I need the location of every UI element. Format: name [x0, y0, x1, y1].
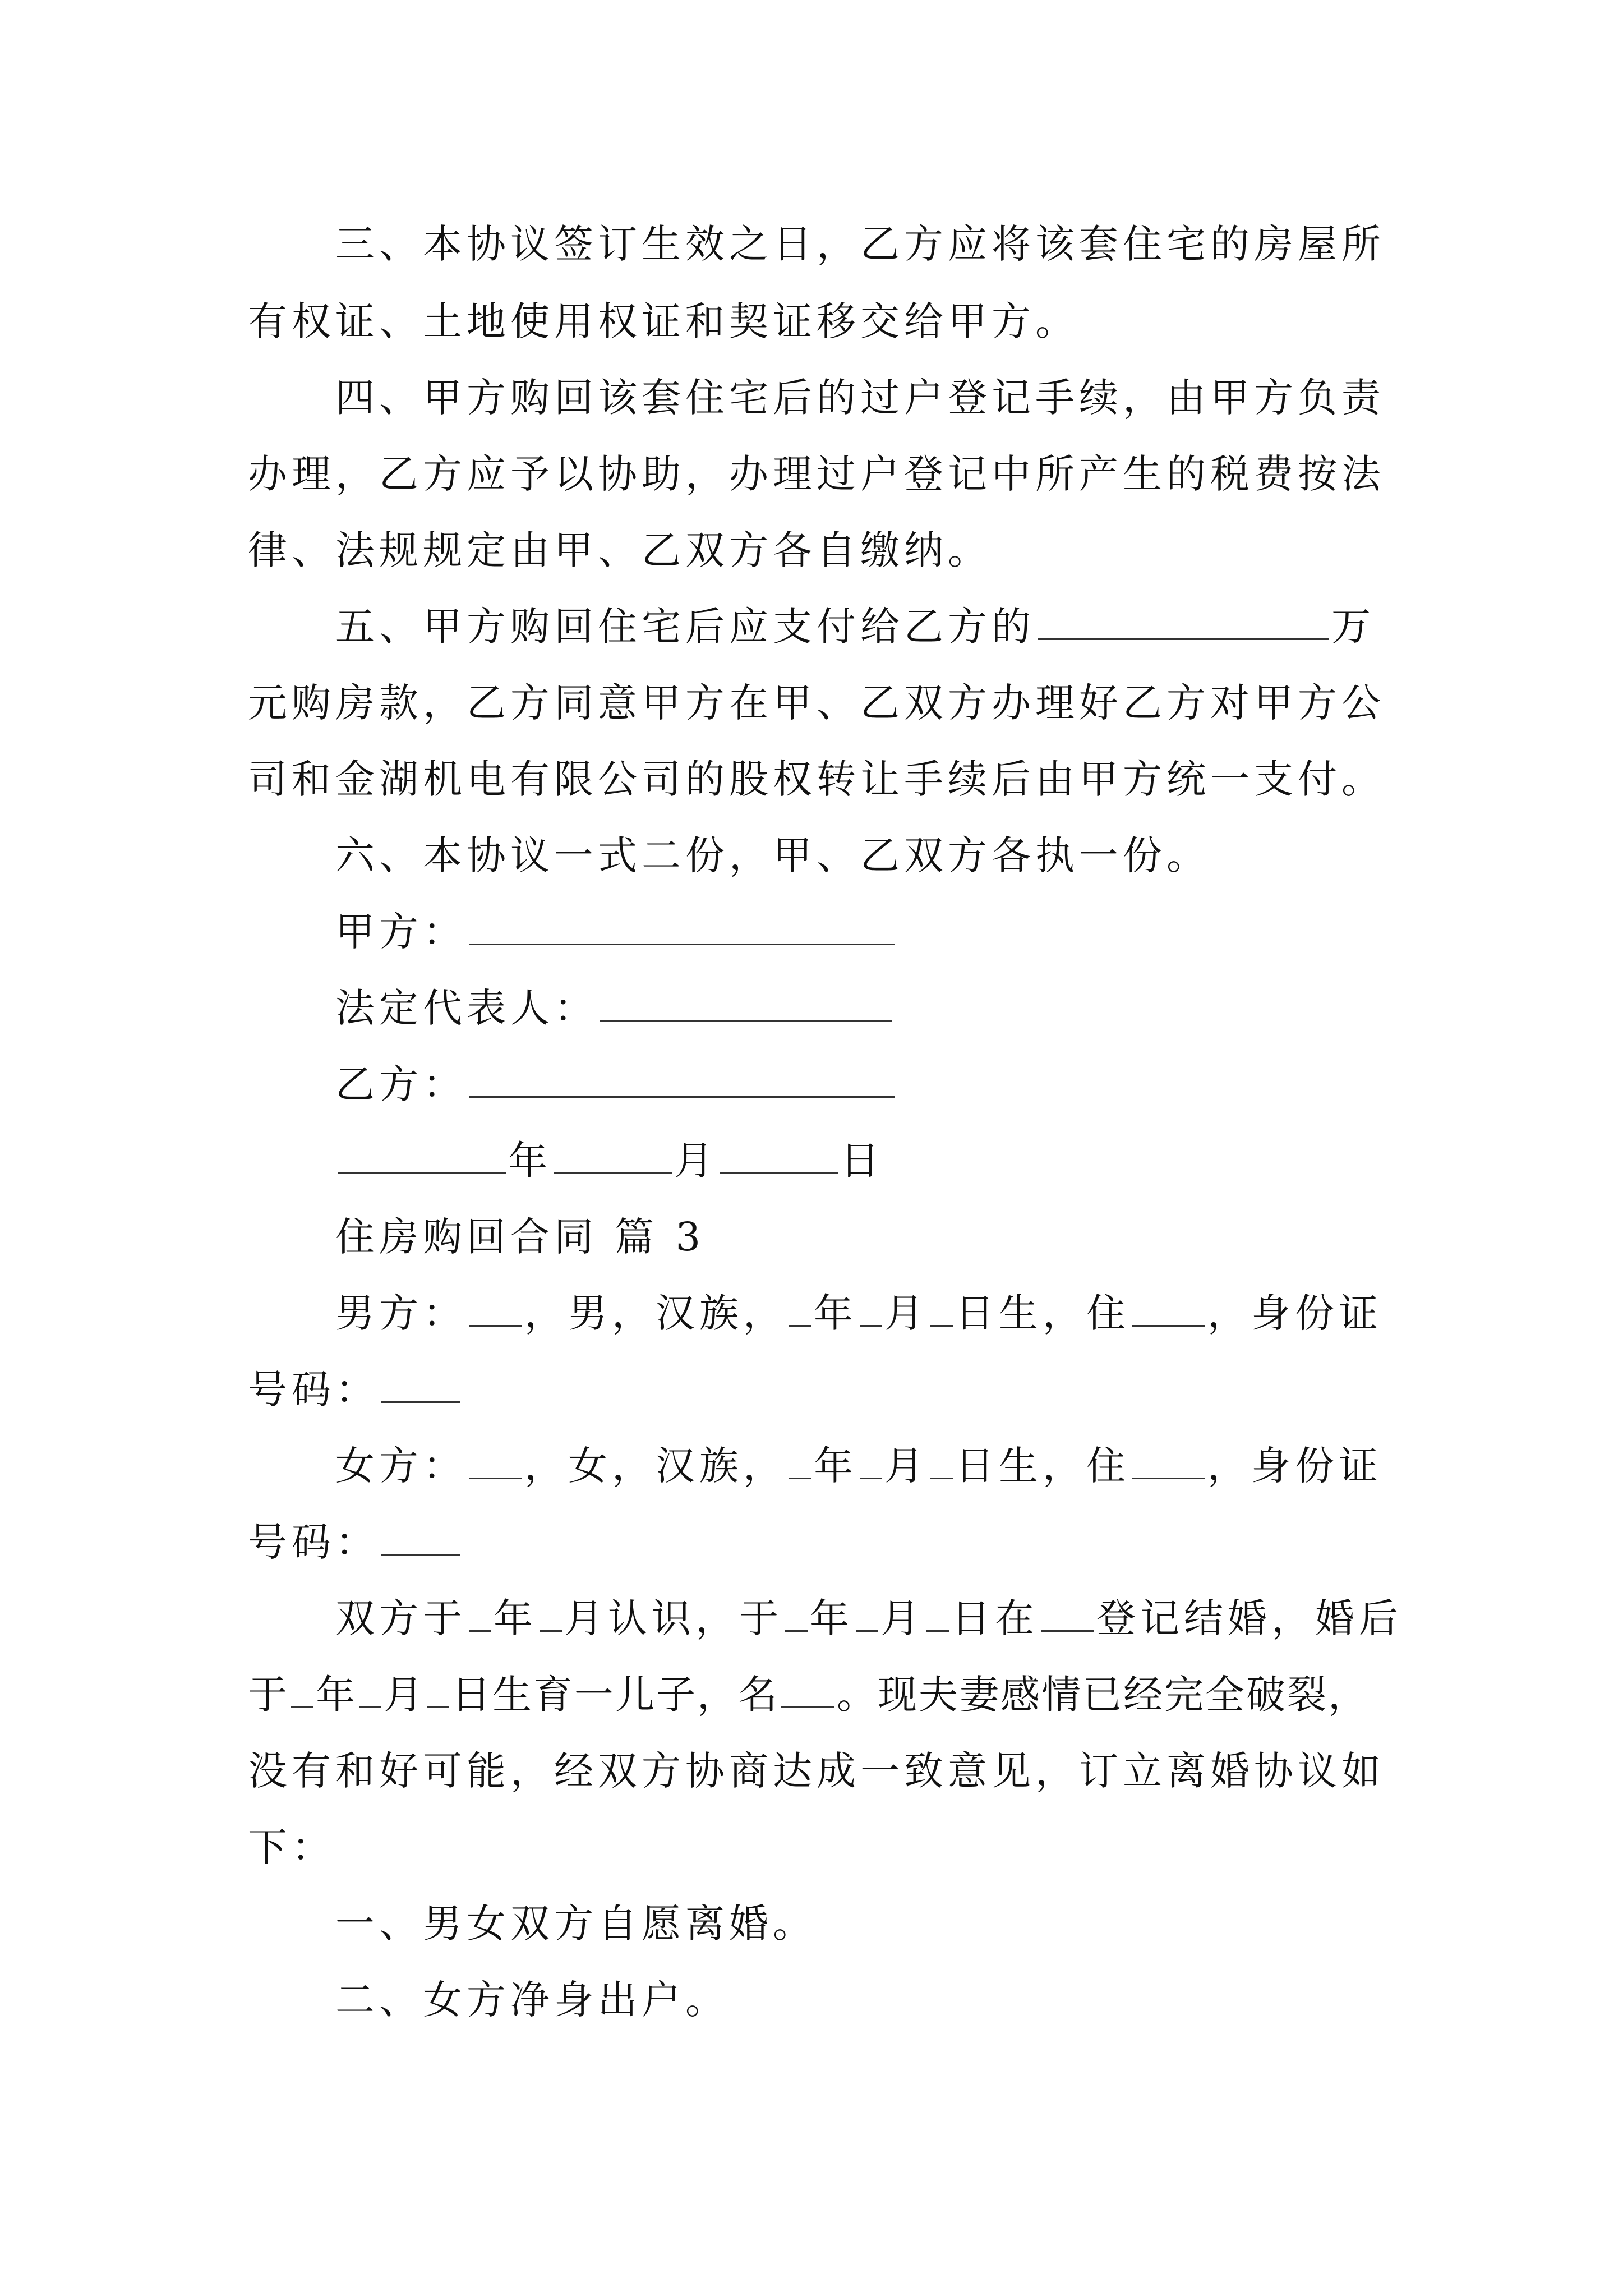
marriage-line-3: 没有和好可能，经双方协商达成一致意见，订立离婚协议如: [248, 1748, 1385, 1794]
woman-month-blank[interactable]: [860, 1444, 882, 1479]
woman-address-blank[interactable]: [1132, 1444, 1205, 1479]
man-line-1: [335, 1288, 1382, 1338]
man-address-blank[interactable]: [1132, 1291, 1205, 1327]
marriage-text-2b: 年: [316, 1672, 357, 1718]
man-line-2: [248, 1364, 462, 1415]
legal-rep-blank[interactable]: [600, 986, 892, 1022]
marriage-text-d: 年: [810, 1595, 854, 1641]
clause-5-line-2: 元购房款，乙方同意甲方在甲、乙双方办理好乙方对甲方公: [248, 680, 1385, 726]
marriage-text-a: 双方于: [335, 1595, 467, 1641]
man-text-1: ，男，汉族，: [524, 1290, 787, 1336]
marriage-text-c: 月认识，于: [564, 1595, 783, 1641]
man-year-blank[interactable]: [789, 1291, 811, 1327]
marriage-line-4: 下：: [248, 1824, 335, 1870]
clause-6: 六、本协议一式二份，甲、乙双方各执一份。: [335, 832, 1210, 878]
woman-id-label: 号码：: [248, 1519, 379, 1565]
man-id-blank[interactable]: [381, 1368, 460, 1403]
woman-id-blank[interactable]: [381, 1520, 460, 1556]
legal-rep-signature-line: [335, 983, 894, 1033]
item-2: 二、女方净身出户。: [335, 1977, 729, 2023]
clause-4-line-1: 四、甲方购回该套住宅后的过户登记手续，由甲方负责: [335, 375, 1385, 421]
woman-day-blank[interactable]: [930, 1444, 953, 1479]
month-blank[interactable]: [554, 1139, 672, 1174]
clause-3-line-1: 三、本协议签订生效之日，乙方应将该套住宅的房屋所: [335, 221, 1385, 267]
clause-5-line-3: 司和金湖机电有限公司的股权转让手续后由甲方统一支付。: [248, 756, 1385, 802]
marriage-line-1: [335, 1593, 1403, 1644]
marriage-text-b: 年: [494, 1595, 537, 1641]
wed-year-blank[interactable]: [785, 1596, 808, 1632]
wed-month-blank[interactable]: [856, 1596, 878, 1632]
clause-5-text-start: 五、甲方购回住宅后应支付给乙方的: [335, 604, 1035, 650]
clause-4-line-3: 律、法规规定由甲、乙双方各自缴纳。: [248, 527, 992, 573]
date-line: [335, 1135, 884, 1186]
day-blank[interactable]: [720, 1139, 838, 1174]
woman-text-1: ，女，汉族，: [524, 1443, 787, 1489]
birth-year-blank[interactable]: [291, 1673, 313, 1708]
woman-text-5: ，身份证: [1207, 1443, 1382, 1489]
clause-5-text-end: 万: [1331, 604, 1375, 650]
man-month-blank[interactable]: [860, 1291, 882, 1327]
woman-name-blank[interactable]: [469, 1444, 522, 1479]
son-name-blank[interactable]: [781, 1673, 834, 1708]
birth-day-blank[interactable]: [427, 1673, 449, 1708]
amount-blank[interactable]: [1038, 605, 1329, 640]
woman-label: 女方：: [335, 1443, 467, 1489]
party-a-label: 甲方：: [335, 909, 467, 955]
woman-text-4: 日生，住: [955, 1443, 1130, 1489]
marriage-text-2e: 。现夫妻感情已经完全破裂，: [837, 1672, 1369, 1718]
item-1: 一、男女双方自愿离婚。: [335, 1901, 817, 1947]
marriage-text-2c: 月: [384, 1672, 425, 1718]
party-a-signature-line: [335, 907, 897, 957]
man-id-label: 号码：: [248, 1366, 379, 1412]
marriage-line-2: [248, 1669, 1369, 1720]
clause-5-line-1: [335, 601, 1375, 652]
wed-place-blank[interactable]: [1041, 1596, 1094, 1632]
man-name-blank[interactable]: [469, 1291, 522, 1327]
woman-year-label: 年: [814, 1443, 857, 1489]
man-text-4: 日生，住: [955, 1290, 1130, 1336]
marriage-text-2a: 于: [248, 1672, 289, 1718]
day-label: 日: [840, 1138, 884, 1184]
man-text-5: ，身份证: [1207, 1290, 1382, 1336]
marriage-text-e: 月: [880, 1595, 924, 1641]
meet-year-blank[interactable]: [469, 1596, 491, 1632]
marriage-text-g: 登记结婚，婚后: [1096, 1595, 1403, 1641]
year-blank[interactable]: [338, 1139, 506, 1174]
woman-line-2: [248, 1517, 462, 1567]
man-label: 男方：: [335, 1290, 467, 1336]
birth-month-blank[interactable]: [359, 1673, 381, 1708]
party-b-blank[interactable]: [469, 1062, 895, 1098]
woman-line-1: [335, 1441, 1382, 1491]
legal-rep-label: 法定代表人：: [335, 985, 598, 1031]
man-day-blank[interactable]: [930, 1291, 953, 1327]
clause-3-line-2: 有权证、土地使用权证和契证移交给甲方。: [248, 298, 1079, 344]
section-title: 住房购回合同 篇 3: [335, 1214, 706, 1260]
marriage-text-f: 日在: [951, 1595, 1039, 1641]
year-label: 年: [508, 1138, 552, 1184]
month-label: 月: [674, 1138, 718, 1184]
meet-month-blank[interactable]: [540, 1596, 562, 1632]
woman-month-label: 月: [884, 1443, 928, 1489]
clause-4-line-2: 办理，乙方应予以协助，办理过户登记中所产生的税费按法: [248, 451, 1385, 497]
party-b-label: 乙方：: [335, 1061, 467, 1107]
party-a-blank[interactable]: [469, 910, 895, 945]
woman-year-blank[interactable]: [789, 1444, 811, 1479]
marriage-text-2d: 日生育一儿子，名: [451, 1672, 779, 1718]
wed-day-blank[interactable]: [926, 1596, 949, 1632]
man-year-label: 年: [814, 1290, 857, 1336]
man-month-label: 月: [884, 1290, 928, 1336]
party-b-signature-line: [335, 1059, 897, 1110]
